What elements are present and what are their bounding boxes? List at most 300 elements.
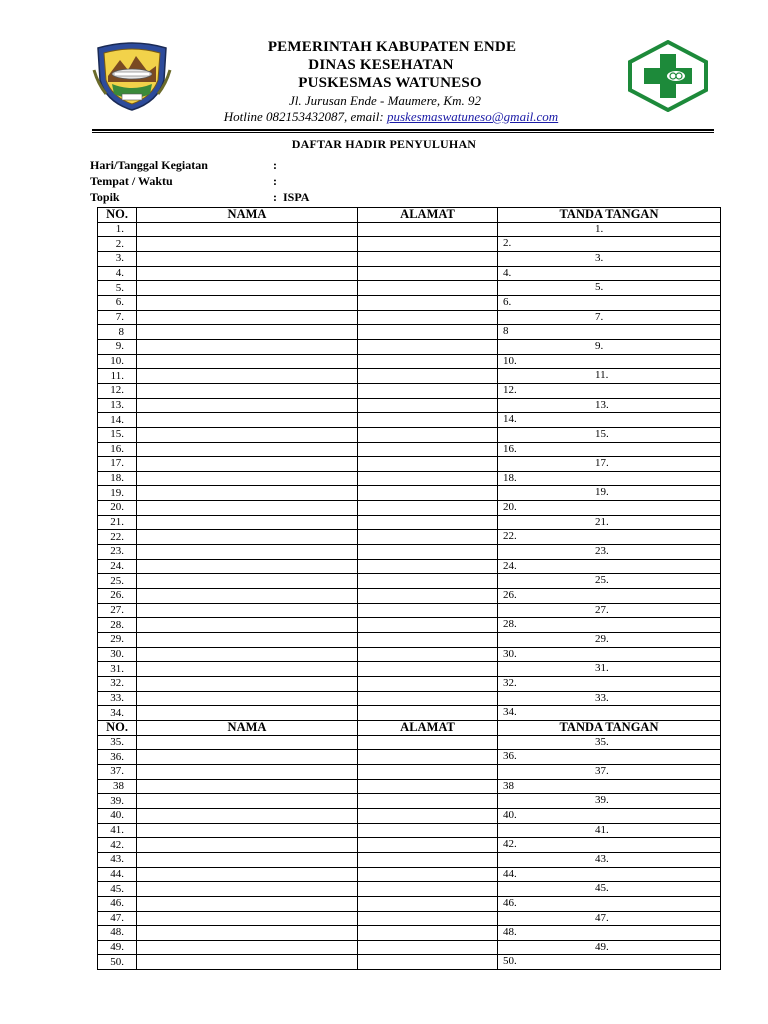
address-cell[interactable] <box>358 647 498 662</box>
row-number: 13. <box>98 398 137 413</box>
row-number: 39. <box>98 794 137 809</box>
row-number: 9. <box>98 339 137 354</box>
signature-cell[interactable] <box>498 677 721 692</box>
row-number: 18. <box>98 471 137 486</box>
signature-cell[interactable] <box>498 501 721 516</box>
name-cell[interactable] <box>137 413 358 428</box>
row-number: 31. <box>98 662 137 677</box>
address-cell[interactable] <box>358 940 498 955</box>
address-cell[interactable] <box>358 838 498 853</box>
signature-cell[interactable] <box>498 691 721 706</box>
row-number: 2. <box>98 237 137 252</box>
name-cell[interactable] <box>137 383 358 398</box>
row-number: 32. <box>98 677 137 692</box>
table-row <box>98 383 721 398</box>
signature-number: 15. <box>595 427 609 440</box>
address-cell[interactable] <box>358 222 498 237</box>
signature-number: 49. <box>595 940 609 953</box>
address-cell[interactable] <box>358 911 498 926</box>
address-cell[interactable] <box>358 295 498 310</box>
signature-cell[interactable] <box>498 369 721 384</box>
row-number: 27. <box>98 603 137 618</box>
address-cell[interactable] <box>358 882 498 897</box>
name-cell[interactable] <box>137 237 358 252</box>
signature-cell[interactable] <box>498 852 721 867</box>
address-cell[interactable] <box>358 779 498 794</box>
row-number: 22. <box>98 530 137 545</box>
signature-number: 31. <box>595 662 609 675</box>
row-number: 35. <box>98 735 137 750</box>
table-row <box>98 413 721 428</box>
name-cell[interactable] <box>137 662 358 677</box>
address-cell[interactable] <box>358 354 498 369</box>
signature-cell[interactable] <box>498 471 721 486</box>
table-row <box>98 427 721 442</box>
signature-cell[interactable] <box>498 515 721 530</box>
address-cell[interactable] <box>358 764 498 779</box>
header-department: DINAS KESEHATAN <box>308 57 454 73</box>
address-cell[interactable] <box>358 926 498 941</box>
column-header: TANDA TANGAN <box>498 208 721 223</box>
table-row <box>98 266 721 281</box>
address-cell[interactable] <box>358 515 498 530</box>
signature-number: 48. <box>503 926 517 939</box>
table-row <box>98 486 721 501</box>
table-row <box>98 926 721 941</box>
signature-number: 43. <box>595 852 609 865</box>
meta-value: ISPA <box>283 190 310 204</box>
signature-number: 41. <box>595 823 609 836</box>
signature-number: 26. <box>503 589 517 602</box>
signature-number: 12. <box>503 383 517 396</box>
signature-number: 20. <box>503 501 517 514</box>
row-number: 8 <box>98 325 137 340</box>
signature-number: 3. <box>595 251 604 264</box>
name-cell[interactable] <box>137 295 358 310</box>
signature-cell[interactable] <box>498 911 721 926</box>
address-cell[interactable] <box>358 413 498 428</box>
table-row <box>98 471 721 486</box>
signature-cell[interactable] <box>498 383 721 398</box>
name-cell[interactable] <box>137 515 358 530</box>
name-cell[interactable] <box>137 339 358 354</box>
signature-number: 50. <box>503 955 517 968</box>
column-header: NO. <box>98 720 137 735</box>
row-number: 26. <box>98 589 137 604</box>
row-number: 16. <box>98 442 137 457</box>
name-cell[interactable] <box>137 427 358 442</box>
signature-cell[interactable] <box>498 926 721 941</box>
name-cell[interactable] <box>137 794 358 809</box>
table-row <box>98 955 721 970</box>
table-row <box>98 545 721 560</box>
table-row <box>98 735 721 750</box>
name-cell[interactable] <box>137 633 358 648</box>
name-cell[interactable] <box>137 530 358 545</box>
signature-number: 8 <box>503 325 509 338</box>
address-cell[interactable] <box>358 281 498 296</box>
column-header: TANDA TANGAN <box>498 720 721 735</box>
name-cell[interactable] <box>137 882 358 897</box>
header-puskesmas: PUSKESMAS WATUNESO <box>298 75 482 91</box>
signature-cell[interactable] <box>498 764 721 779</box>
address-cell[interactable] <box>358 808 498 823</box>
signature-cell[interactable] <box>498 882 721 897</box>
row-number: 4. <box>98 266 137 281</box>
address-cell[interactable] <box>358 867 498 882</box>
address-cell[interactable] <box>358 325 498 340</box>
table-row <box>98 750 721 765</box>
table-row <box>98 281 721 296</box>
address-cell[interactable] <box>358 251 498 266</box>
column-header: NO. <box>98 208 137 223</box>
name-cell[interactable] <box>137 574 358 589</box>
signature-number: 36. <box>503 750 517 763</box>
table-row <box>98 633 721 648</box>
name-cell[interactable] <box>137 266 358 281</box>
address-cell[interactable] <box>358 369 498 384</box>
table-row <box>98 457 721 472</box>
row-number: 48. <box>98 926 137 941</box>
address-cell[interactable] <box>358 589 498 604</box>
table-row <box>98 691 721 706</box>
table-row <box>98 940 721 955</box>
header-address: Jl. Jurusan Ende - Maumere, Km. 92 <box>289 93 481 108</box>
signature-cell[interactable] <box>498 735 721 750</box>
table-row <box>98 222 721 237</box>
signature-cell[interactable] <box>498 603 721 618</box>
signature-number: 39. <box>595 794 609 807</box>
signature-cell[interactable] <box>498 310 721 325</box>
signature-cell[interactable] <box>498 706 721 721</box>
table-row <box>98 662 721 677</box>
address-cell[interactable] <box>358 398 498 413</box>
table-row <box>98 325 721 340</box>
signature-cell[interactable] <box>498 354 721 369</box>
name-cell[interactable] <box>137 618 358 633</box>
address-cell[interactable] <box>358 237 498 252</box>
table-row <box>98 867 721 882</box>
row-number: 15. <box>98 427 137 442</box>
row-number: 49. <box>98 940 137 955</box>
signature-number: 23. <box>595 545 609 558</box>
document-title: DAFTAR HADIR PENYULUHAN <box>291 137 477 151</box>
name-cell[interactable] <box>137 940 358 955</box>
address-cell[interactable] <box>358 457 498 472</box>
signature-cell[interactable] <box>498 281 721 296</box>
signature-number: 13. <box>595 398 609 411</box>
address-cell[interactable] <box>358 339 498 354</box>
address-cell[interactable] <box>358 677 498 692</box>
signature-number: 22. <box>503 530 517 543</box>
name-cell[interactable] <box>137 955 358 970</box>
row-number: 19. <box>98 486 137 501</box>
name-cell[interactable] <box>137 457 358 472</box>
column-header: ALAMAT <box>358 720 498 735</box>
signature-cell[interactable] <box>498 618 721 633</box>
signature-cell[interactable] <box>498 237 721 252</box>
table-row <box>98 852 721 867</box>
name-cell[interactable] <box>137 251 358 266</box>
address-cell[interactable] <box>358 427 498 442</box>
table-row <box>98 823 721 838</box>
name-cell[interactable] <box>137 354 358 369</box>
table-row <box>98 369 721 384</box>
signature-number: 7. <box>595 310 604 323</box>
signature-cell[interactable] <box>498 574 721 589</box>
table-row <box>98 764 721 779</box>
signature-cell[interactable] <box>498 823 721 838</box>
row-number: 10. <box>98 354 137 369</box>
row-number: 37. <box>98 764 137 779</box>
table-row <box>98 310 721 325</box>
signature-number: 42. <box>503 838 517 851</box>
address-cell[interactable] <box>358 955 498 970</box>
name-cell[interactable] <box>137 471 358 486</box>
signature-cell[interactable] <box>498 222 721 237</box>
column-header: NAMA <box>137 720 358 735</box>
signature-number: 32. <box>503 677 517 689</box>
address-cell[interactable] <box>358 750 498 765</box>
row-number: 14. <box>98 413 137 428</box>
row-number: 45. <box>98 882 137 897</box>
address-cell[interactable] <box>358 559 498 574</box>
row-number: 20. <box>98 501 137 516</box>
signature-number: 18. <box>503 471 517 484</box>
attendance-table <box>97 207 721 970</box>
table-row <box>98 603 721 618</box>
signature-cell[interactable] <box>498 808 721 823</box>
row-number: 36. <box>98 750 137 765</box>
signature-number: 21. <box>595 515 609 528</box>
table-row <box>98 251 721 266</box>
signature-number: 1. <box>595 222 604 235</box>
signature-number: 2. <box>503 237 512 250</box>
signature-cell[interactable] <box>498 750 721 765</box>
address-cell[interactable] <box>358 662 498 677</box>
signature-cell[interactable] <box>498 325 721 340</box>
address-cell[interactable] <box>358 852 498 867</box>
signature-number: 35. <box>595 735 609 748</box>
name-cell[interactable] <box>137 442 358 457</box>
header-divider-thick <box>92 129 714 131</box>
address-cell[interactable] <box>358 530 498 545</box>
name-cell[interactable] <box>137 911 358 926</box>
signature-cell[interactable] <box>498 896 721 911</box>
row-number: 12. <box>98 383 137 398</box>
signature-number: 34. <box>503 706 517 719</box>
address-cell[interactable] <box>358 266 498 281</box>
signature-number: 16. <box>503 442 517 455</box>
signature-cell[interactable] <box>498 662 721 677</box>
name-cell[interactable] <box>137 764 358 779</box>
row-number: 25. <box>98 574 137 589</box>
table-row <box>98 398 721 413</box>
address-cell[interactable] <box>358 794 498 809</box>
signature-cell[interactable] <box>498 633 721 648</box>
address-cell[interactable] <box>358 574 498 589</box>
signature-cell[interactable] <box>498 398 721 413</box>
address-cell[interactable] <box>358 603 498 618</box>
signature-cell[interactable] <box>498 427 721 442</box>
signature-cell[interactable] <box>498 413 721 428</box>
signature-number: 46. <box>503 896 517 909</box>
signature-cell[interactable] <box>498 867 721 882</box>
signature-number: 47. <box>595 911 609 924</box>
signature-number: 44. <box>503 867 517 880</box>
name-cell[interactable] <box>137 926 358 941</box>
row-number: 34. <box>98 706 137 721</box>
signature-cell[interactable] <box>498 295 721 310</box>
signature-number: 17. <box>595 457 609 470</box>
row-number: 41. <box>98 823 137 838</box>
name-cell[interactable] <box>137 808 358 823</box>
address-cell[interactable] <box>358 633 498 648</box>
table-row <box>98 882 721 897</box>
row-number: 7. <box>98 310 137 325</box>
row-number: 11. <box>98 369 137 384</box>
table-row <box>98 589 721 604</box>
name-cell[interactable] <box>137 545 358 560</box>
name-cell[interactable] <box>137 559 358 574</box>
address-cell[interactable] <box>358 823 498 838</box>
name-cell[interactable] <box>137 589 358 604</box>
signature-cell[interactable] <box>498 838 721 853</box>
address-cell[interactable] <box>358 486 498 501</box>
address-cell[interactable] <box>358 501 498 516</box>
signature-cell[interactable] <box>498 559 721 574</box>
header-contact <box>0 109 768 125</box>
table-row <box>98 896 721 911</box>
row-number: 29. <box>98 633 137 648</box>
table-row <box>98 779 721 794</box>
signature-cell[interactable] <box>498 266 721 281</box>
name-cell[interactable] <box>137 735 358 750</box>
name-cell[interactable] <box>137 838 358 853</box>
signature-cell[interactable] <box>498 457 721 472</box>
address-cell[interactable] <box>358 310 498 325</box>
signature-number: 38 <box>503 779 514 792</box>
row-number: 40. <box>98 808 137 823</box>
column-header: ALAMAT <box>358 208 498 223</box>
signature-cell[interactable] <box>498 530 721 545</box>
row-number: 46. <box>98 896 137 911</box>
signature-number: 14. <box>503 413 517 426</box>
table-row <box>98 647 721 662</box>
signature-number: 27. <box>595 603 609 616</box>
signature-cell[interactable] <box>498 545 721 560</box>
table-row <box>98 339 721 354</box>
table-row <box>98 354 721 369</box>
row-number: 6. <box>98 295 137 310</box>
row-number: 17. <box>98 457 137 472</box>
signature-cell[interactable] <box>498 442 721 457</box>
address-cell[interactable] <box>358 442 498 457</box>
header-divider-thin <box>92 132 714 133</box>
name-cell[interactable] <box>137 325 358 340</box>
signature-number: 28. <box>503 618 517 631</box>
name-cell[interactable] <box>137 867 358 882</box>
column-header: NAMA <box>137 208 358 223</box>
signature-cell[interactable] <box>498 794 721 809</box>
name-cell[interactable] <box>137 691 358 706</box>
signature-number: 11. <box>595 369 609 382</box>
signature-number: 9. <box>595 339 604 352</box>
signature-cell[interactable] <box>498 339 721 354</box>
signature-number: 19. <box>595 486 609 499</box>
row-number: 23. <box>98 545 137 560</box>
signature-number: 33. <box>595 691 609 704</box>
name-cell[interactable] <box>137 896 358 911</box>
email-link[interactable]: puskesmaswatuneso@gmail.com <box>387 109 559 124</box>
name-cell[interactable] <box>137 398 358 413</box>
row-number: 30. <box>98 647 137 662</box>
row-number: 28. <box>98 618 137 633</box>
signature-cell[interactable] <box>498 251 721 266</box>
name-cell[interactable] <box>137 750 358 765</box>
table-row <box>98 808 721 823</box>
table-row <box>98 442 721 457</box>
table-row <box>98 618 721 633</box>
signature-cell[interactable] <box>498 647 721 662</box>
header-government: PEMERINTAH KABUPATEN ENDE <box>267 39 517 55</box>
row-number: 42. <box>98 838 137 853</box>
address-cell[interactable] <box>358 896 498 911</box>
name-cell[interactable] <box>137 779 358 794</box>
name-cell[interactable] <box>137 603 358 618</box>
signature-cell[interactable] <box>498 486 721 501</box>
signature-number: 4. <box>503 266 512 279</box>
signature-number: 24. <box>503 559 517 572</box>
table-row <box>98 530 721 545</box>
table-row <box>98 559 721 574</box>
name-cell[interactable] <box>137 677 358 692</box>
name-cell[interactable] <box>137 281 358 296</box>
signature-number: 45. <box>595 882 609 895</box>
address-cell[interactable] <box>358 706 498 721</box>
name-cell[interactable] <box>137 486 358 501</box>
name-cell[interactable] <box>137 852 358 867</box>
name-cell[interactable] <box>137 706 358 721</box>
signature-number: 40. <box>503 808 517 821</box>
signature-number: 25. <box>595 574 609 587</box>
table-row <box>98 794 721 809</box>
address-cell[interactable] <box>358 691 498 706</box>
row-number: 50. <box>98 955 137 970</box>
signature-cell[interactable] <box>498 589 721 604</box>
address-cell[interactable] <box>358 383 498 398</box>
signature-number: 6. <box>503 295 512 308</box>
name-cell[interactable] <box>137 222 358 237</box>
name-cell[interactable] <box>137 369 358 384</box>
signature-cell[interactable] <box>498 955 721 970</box>
signature-cell[interactable] <box>498 940 721 955</box>
address-cell[interactable] <box>358 471 498 486</box>
signature-number: 5. <box>595 281 604 294</box>
name-cell[interactable] <box>137 310 358 325</box>
address-cell[interactable] <box>358 545 498 560</box>
signature-number: 10. <box>503 354 517 367</box>
row-number: 33. <box>98 691 137 706</box>
address-cell[interactable] <box>358 618 498 633</box>
name-cell[interactable] <box>137 823 358 838</box>
row-number: 44. <box>98 867 137 882</box>
address-cell[interactable] <box>358 735 498 750</box>
name-cell[interactable] <box>137 501 358 516</box>
name-cell[interactable] <box>137 647 358 662</box>
signature-cell[interactable] <box>498 779 721 794</box>
table-row <box>98 911 721 926</box>
